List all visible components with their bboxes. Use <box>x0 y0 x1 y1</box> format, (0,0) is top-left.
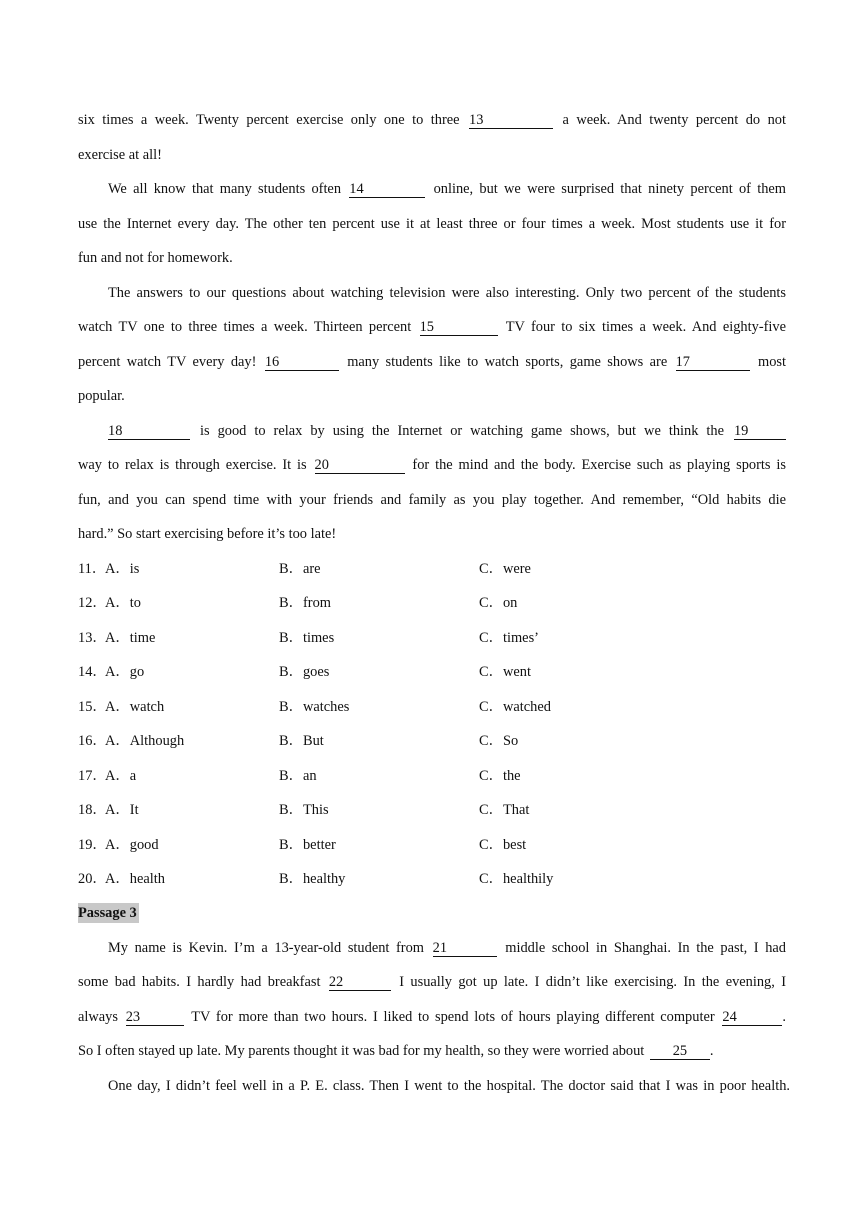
option-b: B．an <box>279 768 317 784</box>
option-b: B．This <box>279 802 329 818</box>
text-line <box>108 179 786 199</box>
option-b: B．goes <box>279 664 330 680</box>
text-line: fun and not for homework. <box>78 250 233 266</box>
text-line <box>78 455 786 475</box>
text-segment: online, but we were surprised that ninety percent of them <box>433 181 786 197</box>
question-row <box>0 628 860 648</box>
text-segment: some bad habits. I hardly had breakfast <box>78 974 321 990</box>
text-segment: way to relax is through exercise. It is <box>78 457 307 473</box>
option-b: B．better <box>279 837 336 853</box>
text-segment: middle school in Shanghai. In the past, I had <box>505 940 786 956</box>
option-b: B．times <box>279 630 335 646</box>
question-row <box>0 593 860 613</box>
text-line <box>78 110 786 130</box>
text-segment: for the mind and the body. Exercise such as playing sports is <box>412 457 786 473</box>
option-c: C．times’ <box>479 630 539 646</box>
option-a: A．time <box>105 630 156 646</box>
text-line: exercise at all! <box>78 147 162 163</box>
text-segment: watch TV one to three times a week. Thirteen percent <box>78 319 412 335</box>
text-line: popular. <box>78 388 125 404</box>
option-c: C．best <box>479 837 527 853</box>
blank-20: 20 <box>315 457 405 474</box>
option-b: B．watches <box>279 699 350 715</box>
text-segment: a week. And twenty percent do not <box>562 112 786 128</box>
text-line <box>78 1041 786 1061</box>
question-number: 16． <box>78 733 107 749</box>
text-line <box>108 938 786 958</box>
option-c: C．were <box>479 561 531 577</box>
question-number: 14． <box>78 664 107 680</box>
option-c: C．So <box>479 733 519 749</box>
blank-19: 19 <box>734 423 786 440</box>
option-c: C．That <box>479 802 530 818</box>
text-segment: We all know that many students often <box>108 181 342 197</box>
question-row <box>0 800 860 820</box>
text-segment: six times a week. Twenty percent exercise only one to three <box>78 112 460 128</box>
option-a: A．is <box>105 561 140 577</box>
text-segment: I usually got up late. I didn’t like exercising. In the evening, I <box>399 974 787 990</box>
option-a: A．Although <box>105 733 185 749</box>
text-line: hard.” So start exercising before it’s too late! <box>78 526 337 542</box>
question-row <box>0 835 860 855</box>
option-b: B．from <box>279 595 331 611</box>
blank-18: 18 <box>108 423 190 440</box>
question-row <box>0 559 860 579</box>
text-line: use the Internet every day. The other ten percent use it at least three or four times a week. Most students use it for <box>78 216 786 232</box>
text-segment: always <box>78 1009 118 1025</box>
option-c: C．the <box>479 768 521 784</box>
blank-25: 25 <box>650 1043 710 1060</box>
text-line <box>78 1007 786 1027</box>
option-a: A．good <box>105 837 159 853</box>
question-number: 18． <box>78 802 107 818</box>
question-number: 11． <box>78 561 107 577</box>
blank-16: 16 <box>265 354 339 371</box>
text-line <box>78 972 786 992</box>
blank-17: 17 <box>676 354 750 371</box>
question-number: 20． <box>78 871 107 887</box>
option-c: C．on <box>479 595 518 611</box>
blank-13: 13 <box>469 112 553 129</box>
blank-24: 24 <box>722 1009 782 1026</box>
blank-22: 22 <box>329 974 391 991</box>
question-row <box>0 731 860 751</box>
text-line: The answers to our questions about watching television were also interesting. Only two percent of the students <box>108 285 786 301</box>
option-a: A．a <box>105 768 137 784</box>
option-b: B．But <box>279 733 324 749</box>
option-c: C．healthily <box>479 871 554 887</box>
text-line <box>108 421 786 441</box>
passage-heading: Passage 3 <box>78 905 137 921</box>
question-row <box>0 697 860 717</box>
text-segment: So I often stayed up late. My parents thought it was bad for my health, so they were worried about <box>78 1043 645 1059</box>
text-segment: is good to relax by using the Internet or watching game shows, but we think the <box>200 423 724 439</box>
text-line <box>78 317 786 337</box>
question-number: 12． <box>78 595 107 611</box>
text-segment: My name is Kevin. I’m a 13-year-old student from <box>108 940 424 956</box>
question-number: 19． <box>78 837 107 853</box>
option-b: B．healthy <box>279 871 346 887</box>
option-a: A．health <box>105 871 165 887</box>
text-segment: TV for more than two hours. I liked to spend lots of hours playing different computer <box>191 1009 715 1025</box>
option-a: A．to <box>105 595 141 611</box>
question-number: 17． <box>78 768 107 784</box>
option-b: B．are <box>279 561 321 577</box>
option-a: A．It <box>105 802 139 818</box>
question-number: 15． <box>78 699 107 715</box>
question-row <box>0 869 860 889</box>
text-segment: percent watch TV every day! <box>78 354 257 370</box>
text-segment: most <box>758 354 786 370</box>
text-line: fun, and you can spend time with your friends and family as you play together. And remember, “Old habits die <box>78 492 786 508</box>
question-row <box>0 766 860 786</box>
text-segment: . <box>709 1043 714 1059</box>
text-segment: many students like to watch sports, game shows are <box>347 354 668 370</box>
blank-15: 15 <box>420 319 498 336</box>
question-number: 13． <box>78 630 107 646</box>
option-c: C．watched <box>479 699 551 715</box>
blank-23: 23 <box>126 1009 184 1026</box>
option-a: A．go <box>105 664 145 680</box>
blank-14: 14 <box>349 181 425 198</box>
option-c: C．went <box>479 664 531 680</box>
question-row <box>0 662 860 682</box>
text-line <box>78 352 786 372</box>
text-segment: TV four to six times a week. And eighty-five <box>505 319 786 335</box>
blank-21: 21 <box>433 940 497 957</box>
text-line: One day, I didn’t feel well in a P. E. class. Then I went to the hospital. The doctor said that I was in poor health. <box>108 1078 790 1094</box>
text-segment: . <box>782 1009 786 1025</box>
option-a: A．watch <box>105 699 165 715</box>
